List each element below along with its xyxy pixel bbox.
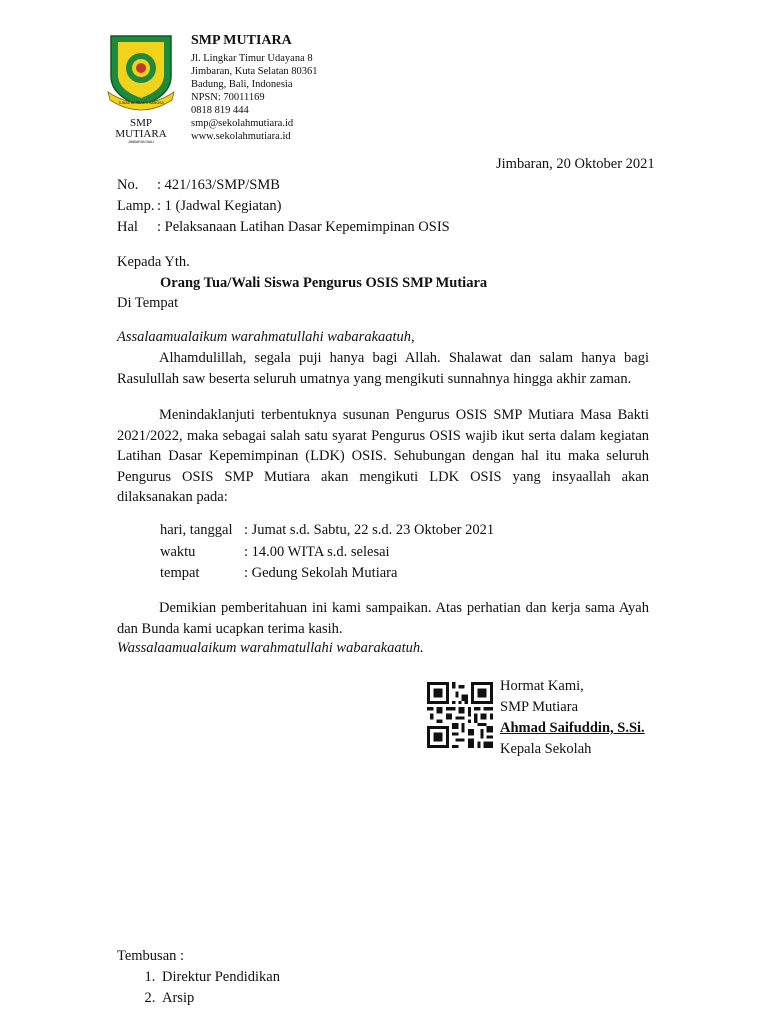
recipient-place: Di Tempat: [117, 295, 179, 311]
schedule-value: : Jumat s.d. Sabtu, 22 s.d. 23 Oktober 2021: [244, 522, 495, 538]
logo-text-mutiara: MUTIARA: [115, 128, 167, 140]
cc-block: [117, 946, 280, 1009]
npsn-line: NPSN: 70011169: [191, 92, 265, 103]
farewell: Wassalaamualaikum warahmatullahi wabarakaatuh.: [117, 640, 424, 656]
schedule-value: : Gedung Sekolah Mutiara: [244, 565, 398, 581]
paragraph-opening: Alhamdulillah, segala puji hanya bagi Allah. Shalawat dan salam hanya bagi Rasulullah saw beserta seluruh umatnya yang mengikuti sunnahnya hingga akhir zaman.: [117, 350, 649, 387]
address-line: Jimbaran, Kuta Selatan 80361: [191, 66, 318, 77]
school-address: [191, 52, 318, 143]
cc-item: 1. Direktur Pendidikan: [159, 967, 280, 988]
meta-label: Lamp.: [117, 198, 155, 214]
meta-subject: [117, 217, 450, 238]
cc-list: [117, 967, 280, 1009]
address-line: Jl. Lingkar Timur Udayana 8: [191, 53, 313, 64]
schedule-label: hari, tanggal: [160, 522, 233, 538]
recipient-name: Orang Tua/Wali Siswa Pengurus OSIS SMP Mutiara: [160, 274, 488, 291]
schedule-row: [160, 520, 494, 542]
schedule-block: [160, 520, 494, 585]
cc-heading: Tembusan :: [117, 948, 185, 964]
signature-regards: Hormat Kami,: [500, 678, 584, 694]
schedule-label: tempat: [160, 565, 200, 581]
recipient-block: [117, 252, 487, 314]
signer-title: Kepala Sekolah: [500, 741, 592, 757]
logo-text-smp: SMP: [129, 117, 153, 129]
signature-block: [500, 676, 645, 760]
meta-value: : Pelaksanaan Latihan Dasar Kepemimpinan OSIS: [157, 219, 450, 235]
letter-meta: [117, 175, 450, 238]
paragraph-main: Menindaklanjuti terbentuknya susunan Pengurus OSIS SMP Mutiara Masa Bakti 2021/2022, maka sebagai salah satu syarat Pengurus OSIS wajib ikut serta dalam kegiatan Latihan Dasar Kepemimpinan (LDK) OSIS. Sehubungan dengan hal itu maka seluruh Pengurus OSIS SMP Mutiara akan mengikuti LDK OSIS yang insyaallah akan dilaksanakan pada:: [117, 407, 649, 505]
website-line: www.sekolahmutiara.id: [191, 131, 291, 142]
meta-label: Hal: [117, 219, 138, 235]
qr-code: [427, 682, 493, 748]
schedule-label: waktu: [160, 543, 196, 560]
logo-motto: TUNAS BERBAKTI BANGSA: [118, 101, 164, 105]
address-line: Badung, Bali, Indonesia: [191, 79, 293, 90]
meta-attachment: [117, 196, 450, 217]
meta-value: : 421/163/SMP/SMB: [157, 177, 280, 193]
recipient-to: Kepada Yth.: [117, 254, 190, 270]
place-date: Jimbaran, 20 Oktober 2021: [496, 156, 655, 172]
email-line: smp@sekolahmutiara.id: [191, 118, 294, 129]
logo-text-location: JIMBARAN BALI: [127, 140, 155, 144]
schedule-row: [160, 563, 494, 585]
phone-line: 0818 819 444: [191, 105, 249, 116]
signer-name: Ahmad Saifuddin, S.Si.: [500, 720, 645, 736]
signature-org: SMP Mutiara: [500, 699, 579, 715]
schedule-value: : 14.00 WITA s.d. selesai: [244, 543, 390, 560]
school-name: SMP MUTIARA: [191, 33, 292, 48]
meta-label: No.: [117, 177, 139, 193]
meta-value: : 1 (Jadwal Kegiatan): [157, 198, 282, 214]
schedule-row: [160, 542, 494, 564]
meta-number: [117, 175, 450, 196]
paragraph-closing: Demikian pemberitahuan ini kami sampaikan. Atas perhatian dan kerja sama Ayah dan Bunda kami ucapkan terima kasih.: [117, 600, 649, 637]
greeting: Assalaamualaikum warahmatullahi wabarakaatuh,: [117, 329, 415, 345]
school-logo: [104, 32, 178, 144]
cc-item: 2. Arsip: [159, 988, 280, 1009]
